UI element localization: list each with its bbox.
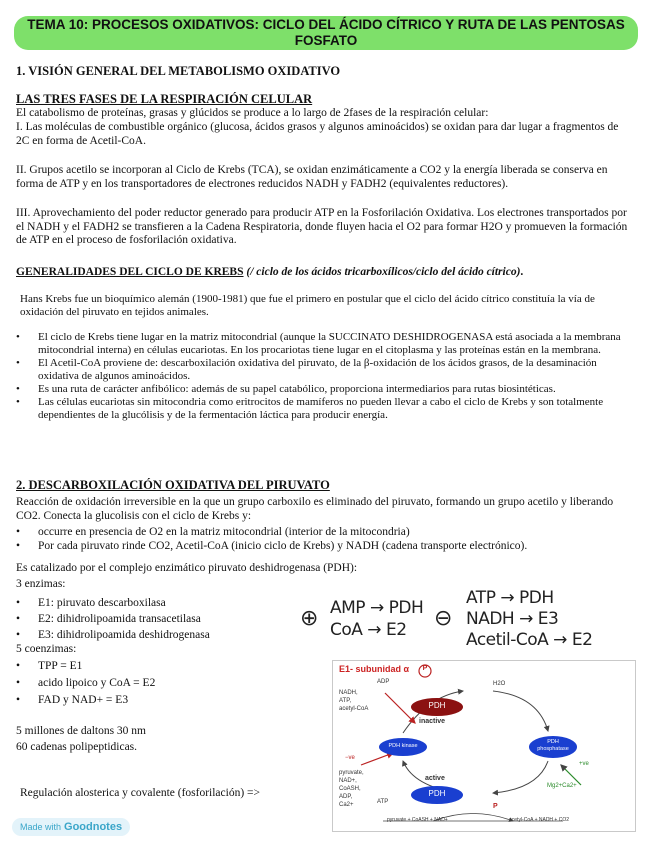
coenzymes-list xyxy=(14,658,294,709)
plus-circle-icon: ⊕ xyxy=(300,606,318,631)
inactive-label: inactive xyxy=(419,718,446,725)
inhibitor-nadh: NADH → E3 xyxy=(466,609,559,629)
page-title xyxy=(14,16,638,50)
mg-ca-arrow xyxy=(561,765,581,785)
goodnotes-badge[interactable] xyxy=(12,818,130,836)
pdh-active-label: PDH xyxy=(428,789,446,798)
atp-label: ATP xyxy=(377,799,389,805)
krebs-bullet: • El Acetil-CoA proviene de: descarboxilación oxidativa del piruvato, de la β-oxidación de los ácidos grasos, de la desaminación oxidativa de algunos aminoácidos. xyxy=(14,357,634,383)
section2-intro: Reacción de oxidación irreversible en la que un grupo carboxilo es eliminado del piruvato, formando un grupo acetilo y liberando CO2. Conecta la glucolisis con el ciclo de Krebs y: xyxy=(16,496,614,522)
water-label: H2O xyxy=(493,681,506,687)
pyruvate-effector: NAD+, xyxy=(339,778,357,784)
pdh-phosphatase-label xyxy=(529,739,577,753)
enzyme-item: • E2: dihidrolipoamida transacetilasa xyxy=(14,611,294,627)
section2-heading: 2. DESCARBOXILACIÓN OXIDATIVA DEL PIRUVATO xyxy=(16,478,330,492)
inhibitor-atp: ATP → PDH xyxy=(466,588,554,608)
krebs-bullet: • El ciclo de Krebs tiene lugar en la matriz mitocondrial (aunque la SUCCINATO DESHIDROGENASA está asociada a la membrana mitocondrial interna) en células eucariotas. En los procariotas tiene lugar en el citoplasma y las proteínas están en la membrana. xyxy=(14,331,634,357)
pdh-regulation-diagram xyxy=(332,660,636,832)
phase-3-text: III. Aprovechamiento del poder reductor generado para producir ATP en la Fosforilación Oxidativa. Los electrones transportados por el NADH y el FADH2 se transfieren a la Cadena Respiratoria, donde fluyen hacia el O2 para formar H2O y promueven la formación de ATP en el proceso de fosforilación oxidativa. xyxy=(16,207,628,246)
page-title-text: TEMA 10: PROCESOS OXIDATIVOS: CICLO DEL ÁCIDO CÍTRICO Y RUTA DE LAS PENTOSAS FOSFATO xyxy=(27,17,625,48)
section1-intro: El catabolismo de proteínas, grasas y glúcidos se produce a lo largo de 2fases de la respiración celular: xyxy=(16,107,489,119)
effector-label: NADH, xyxy=(339,690,358,696)
phosphate-out-label: P xyxy=(493,803,498,810)
krebs-bullet: • Las células eucariotas sin mitocondria como eritrocitos de mamíferos no pueden llevar a cabo el ciclo de Krebs y son totalmente dependientes de la glucólisis y de la fermentación láctica para producir energía. xyxy=(14,396,634,422)
activator-amp: AMP → PDH xyxy=(330,598,424,618)
goodnotes-brand: Goodnotes xyxy=(64,821,123,833)
enzymes-heading: 3 enzimas: xyxy=(16,578,66,590)
krebs-bullet: • Es una ruta de carácter anfibólico: además de su papel catabólico, proporciona intermediarios para rutas biosintéticas. xyxy=(14,383,634,396)
phosphate-label: P xyxy=(422,665,428,672)
krebs-heading xyxy=(16,266,636,280)
made-with-label: Made with xyxy=(20,822,62,832)
phase-2-text: II. Grupos acetilo se incorporan al Ciclo de Krebs (TCA), se oxidan enzimáticamente a CO2 y la energía liberada se conserva en forma de ATP y en los transportadores de electrones reducidos NADH y FADH2 (equivalentes reductores). xyxy=(16,164,608,190)
reaction-substrates: pyruvate + CoASH + NAD+ xyxy=(387,817,448,823)
krebs-heading-end: . xyxy=(520,266,524,278)
phosphatase-line: phosphatase xyxy=(537,746,569,752)
pyruvate-arrow xyxy=(361,753,393,765)
activator-coa: CoA → E2 xyxy=(330,620,407,640)
pyruvate-effectors xyxy=(339,769,364,809)
section2-bullet: • Por cada piruvato rinde CO2, Acetil-CoA (inicio ciclo de Krebs) y NADH (cadena transporte electrónico). xyxy=(14,540,644,554)
pyruvate-effector: CoASH, xyxy=(339,786,361,792)
phase-1-text: I. Las moléculas de combustible orgánico (glucosa, ácidos grasos y algunos aminoácidos) se oxidan para dar lugar a fragmentos de 2C en forma de Acetil-CoA. xyxy=(16,121,619,147)
krebs-bullet-list xyxy=(14,331,634,422)
pyruvate-effector: ADP, xyxy=(339,794,353,800)
reaction-products: acetyl-CoA + NADH + CO2 xyxy=(509,817,570,823)
coenzyme-item: • FAD y NAD+ = E3 xyxy=(14,692,294,709)
enzyme-item: • E3: dihidrolipoamida deshidrogenasa xyxy=(14,627,294,643)
inhibitor-acetil-coa: Acetil-CoA → E2 xyxy=(466,630,593,650)
coenzyme-item: • acido lipoico y CoA = E2 xyxy=(14,675,294,692)
krebs-heading-main: GENERALIDADES DEL CICLO DE KREBS xyxy=(16,266,244,278)
effector-label: acetyl-CoA xyxy=(339,706,369,712)
enzymes-list xyxy=(14,595,294,643)
phosphatase-line: PDH xyxy=(547,739,559,745)
mg-ca-label: Mg2+Ca2+ xyxy=(547,783,577,789)
enzyme-item: • E1: piruvato descarboxilasa xyxy=(14,595,294,611)
section1-subheading: LAS TRES FASES DE LA RESPIRACIÓN CELULAR xyxy=(16,92,313,106)
minus-circle-icon: ⊖ xyxy=(434,606,452,631)
section1-heading: 1. VISIÓN GENERAL DEL METABOLISMO OXIDATIVO xyxy=(16,64,341,78)
effector-label: ATP, xyxy=(339,698,352,704)
catalyzed-text: Es catalizado por el complejo enzimático piruvato deshidrogenasa (PDH): xyxy=(16,562,358,574)
coenzyme-item: • TPP = E1 xyxy=(14,658,294,675)
nadh-atp-acetyl-label xyxy=(339,689,368,713)
plus-ve-label: +ve xyxy=(579,761,589,767)
active-label: active xyxy=(425,775,445,782)
pyruvate-effector: Ca2+ xyxy=(339,802,354,808)
pdh-inactive-label: PDH xyxy=(428,701,446,710)
regulation-text: Regulación alosterica y covalente (fosforilación) => xyxy=(20,787,261,799)
complex-chains: 60 cadenas polipeptidicas. xyxy=(16,741,138,753)
krebs-heading-paren: (/ ciclo de los ácidos tricarboxílicos/ciclo del ácido cítrico) xyxy=(246,266,521,278)
adp-label: ADP xyxy=(377,679,390,685)
complex-mass: 5 millones de daltons 30 nm xyxy=(16,725,147,737)
arc-active xyxy=(493,761,548,793)
section2-bullet-list xyxy=(14,526,644,553)
coenzymes-heading: 5 coenzimas: xyxy=(16,643,77,655)
section2-bullet: • occurre en presencia de O2 en la matriz mitocondrial (interior de la mitocondria) xyxy=(14,526,644,540)
arc-phosphatase xyxy=(493,691,548,731)
krebs-intro: Hans Krebs fue un bioquímico alemán (1900-1981) que fue el primero en postular que el ciclo del ácido cítrico constituía la vía de oxidación del piruvato en tejidos animales. xyxy=(20,293,595,318)
diagram-title: E1- subunidad α xyxy=(339,664,410,674)
minus-ve-label: −ve xyxy=(345,755,355,761)
pdh-kinase-label: PDH kinase xyxy=(388,743,418,749)
pyruvate-effector: pyruvate, xyxy=(339,770,364,776)
